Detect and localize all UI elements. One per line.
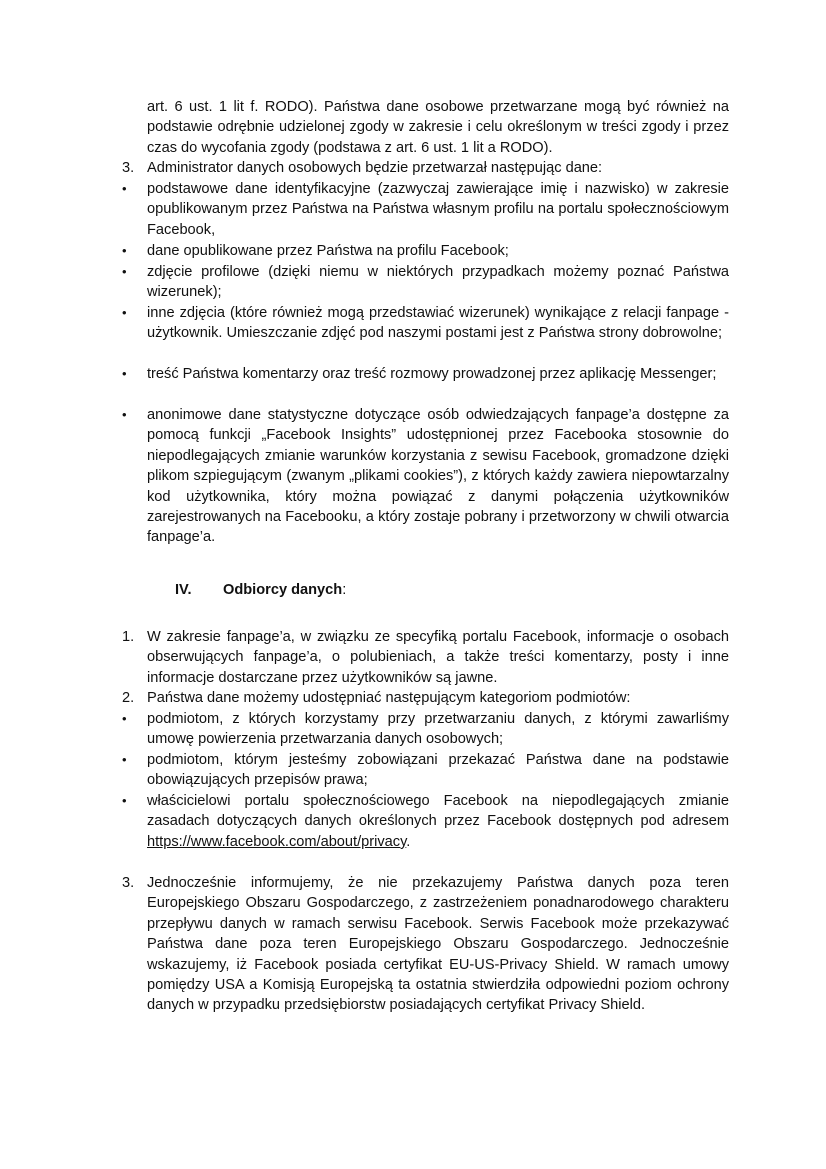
list-item-text: W zakresie fanpage’a, w związku ze specyfiką portalu Facebook, informacje o osobach obserwujących fanpage’a, o polubieniach, a także treści komentarzy, posty i inne informacje dostarczane przez użytkowników są jawne. (147, 629, 729, 686)
bullet-icon: • (122, 264, 127, 279)
section-number: IV. (175, 582, 192, 598)
section-title-colon: : (342, 582, 347, 598)
section-title: Odbiorcy danych (223, 582, 343, 598)
bullet-icon: • (122, 793, 127, 808)
list-number: 1. (122, 629, 135, 645)
bullet-text (147, 791, 729, 852)
continuation-paragraph: art. 6 ust. 1 lit f. RODO). Państwa dane osobowe przetwarzane mogą być również na podstawie odrębnie udzielonej zgody w zakresie i celu określonym w treści zgody i przez czas do wycofania zgody (podstawa z art. 6 ust. 1 lit a RODO). (147, 99, 729, 156)
bullet-text: inne zdjęcia (które również mogą przedstawiać wizerunek) wynikające z relacji fanpage - użytkownik. Umieszczanie zdjęć pod naszymi postami jest z Państwa strony dobrowolne; (147, 305, 729, 342)
bullet-text: podmiotom, z których korzystamy przy przetwarzaniu danych, z którymi zawarliśmy umowę powierzenia przetwarzania danych osobowych; (147, 711, 729, 748)
bullet-text: podmiotom, którym jesteśmy zobowiązani przekazać Państwa dane na podstawie obowiązujących przepisów prawa; (147, 752, 729, 789)
privacy-link[interactable]: https://www.facebook.com/about/privacy (147, 833, 407, 850)
list-item-text: Państwa dane możemy udostępniać następującym kategoriom podmiotów: (147, 690, 631, 706)
bullet-icon: • (122, 366, 127, 381)
list-number: 3. (122, 160, 135, 176)
bullet-text-end: . (406, 833, 411, 850)
bullet-icon: • (122, 407, 127, 422)
bullet-text: anonimowe dane statystyczne dotyczące osób odwiedzających fanpage’a dostępne za pomocą funkcji „Facebook Insights” udostępnionej przez Facebooka stosownie do niepodlegających zmianie warunków korzystania z sewisu Facebook, gromadzone dzięki plikom szpiegującym (zwanym „plikami cookies”), z których każdy zawiera niepowtarzalny kod użytkownika, który można powiązać z danymi połączenia użytkowników zarejestrowanych na Facebooku, a który zostaje pobrany i przetworzony w chwili otwarcia fanpage’a. (147, 407, 729, 546)
bullet-text-body: właścicielowi portalu społecznościowego Facebook na niepodlegających zmianie zasadach dotyczących danych określonych przez Facebook dostępnych pod adresem (147, 793, 729, 830)
bullet-icon: • (122, 181, 127, 196)
bullet-text: podstawowe dane identyfikacyjne (zazwyczaj zawierające imię i nazwisko) w zakresie opublikowanym przez Państwa na Państwa własnym profilu na portalu społecznościowym Facebook, (147, 181, 729, 238)
list-number: 3. (122, 875, 135, 891)
bullet-text: dane opublikowane przez Państwa na profilu Facebook; (147, 243, 509, 259)
list-number: 2. (122, 690, 135, 706)
bullet-icon: • (122, 305, 127, 320)
bullet-text: zdjęcie profilowe (dzięki niemu w niektórych przypadkach możemy poznać Państwa wizerunek); (147, 264, 729, 301)
bullet-text: treść Państwa komentarzy oraz treść rozmowy prowadzonej przez aplikację Messenger; (147, 366, 717, 382)
list-item-text: Administrator danych osobowych będzie przetwarzał następując dane: (147, 160, 603, 176)
bullet-icon: • (122, 243, 127, 258)
bullet-icon: • (122, 752, 127, 767)
bullet-icon: • (122, 711, 127, 726)
list-item-text: Jednocześnie informujemy, że nie przekazujemy Państwa danych poza teren Europejskiego Obszaru Gospodarczego, z zastrzeżeniem ponadnarodowego charakteru przepływu danych w ramach serwisu Facebook. Serwis Facebook może przekazywać Państwa dane poza teren Europejskiego Obszaru Gospodarczego. Jednocześnie wskazujemy, iż Facebook posiada certyfikat EU-US-Privacy Shield. W ramach umowy pomiędzy USA a Komisją Europejską ta ostatnia stwierdziła odpowiedni poziom ochrony danych w przypadku przedsiębiorstw posiadających certyfikat Privacy Shield. (147, 875, 729, 1014)
